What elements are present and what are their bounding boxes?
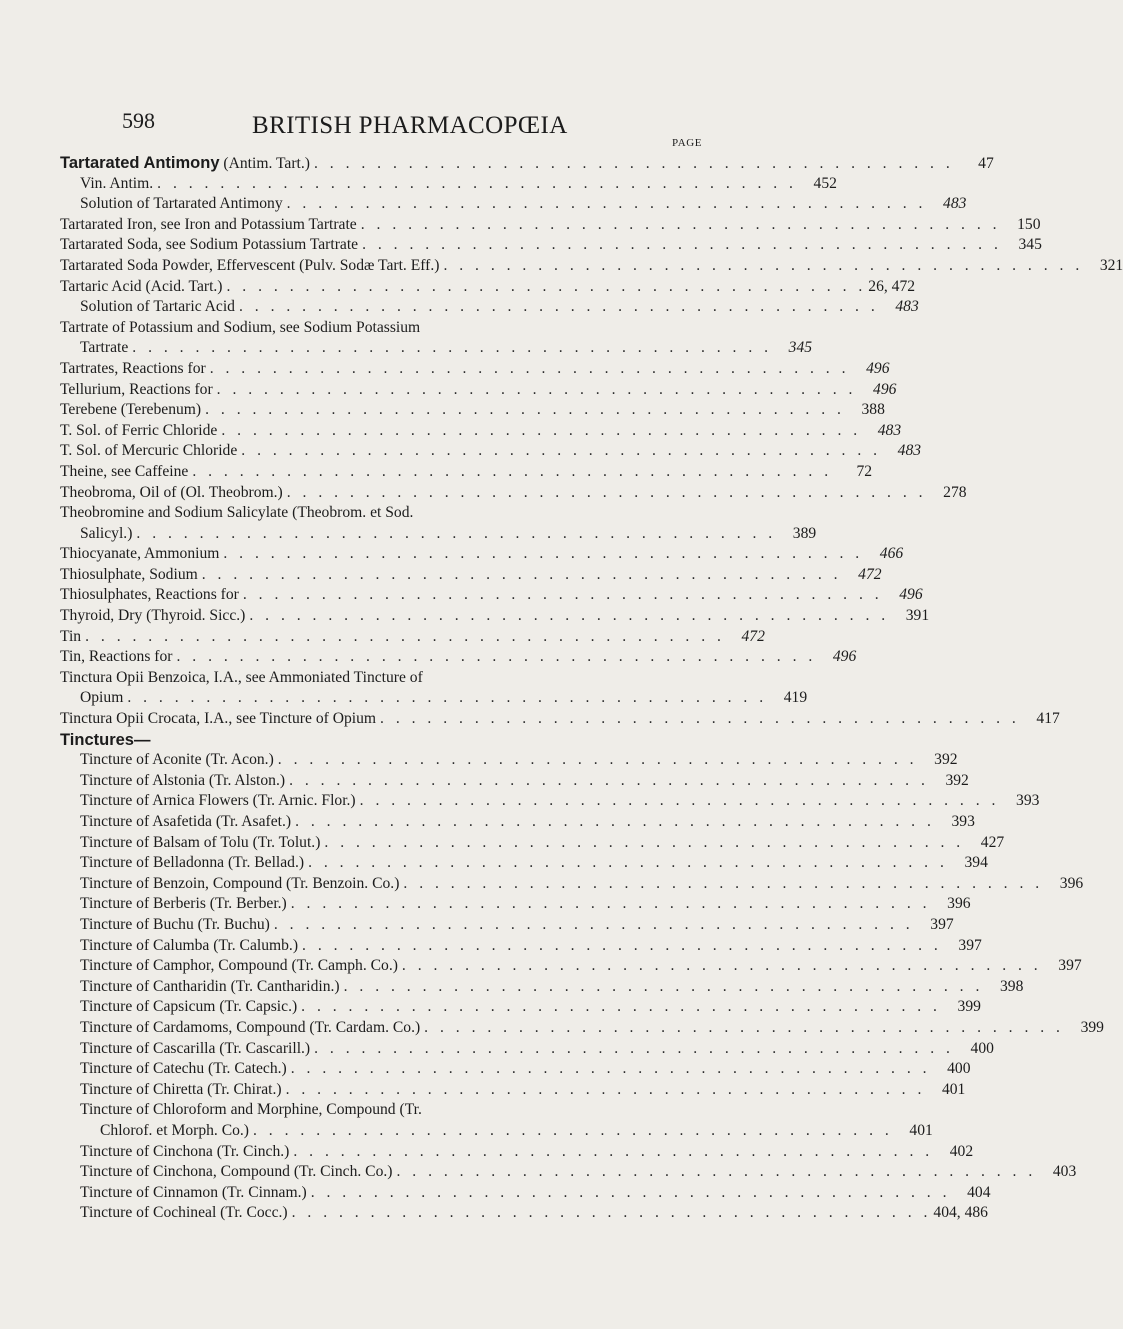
dot-leader: . . . . . . . . . . . . . . . . . . . . . . . . . . . . . . . . . . . . . . . . . <box>308 854 948 872</box>
index-entry-text: Thiosulphate, Sodium <box>60 565 198 583</box>
index-entry-lead: Tartarated Antimony <box>60 154 220 172</box>
dot-leader: . . . . . . . . . . . . . . . . . . . . . . . . . . . . . . . . . . . . . . . . . <box>301 998 941 1016</box>
dot-leader: . . . . . . . . . . . . . . . . . . . . . . . . . . . . . . . . . . . . . . . . . <box>362 236 1002 254</box>
index-entry-text: Tincture of Cascarilla (Tr. Cascarill.) <box>80 1039 311 1057</box>
index-entry-page: 397 <box>1058 957 1082 975</box>
index-entry-page: 483 <box>877 421 902 439</box>
index-entry-page: 392 <box>945 771 969 789</box>
page-column-label: PAGE <box>672 137 703 149</box>
index-entry <box>60 997 981 1018</box>
index-entry-text: Theine, see Caffeine <box>60 462 189 480</box>
dot-leader: . . . . . . . . . . . . . . . . . . . . . . . . . . . . . . . . . . . . . . . . . <box>127 689 768 707</box>
index-entry-text: Solution of Tartaric Acid <box>80 298 235 316</box>
index-entry <box>60 277 916 298</box>
index-entry-text: Tartarated Soda, see Sodium Potassium Tartrate <box>60 236 359 254</box>
index-entry-text: Solution of Tartarated Antimony <box>80 195 283 213</box>
index-entry <box>60 153 994 174</box>
index-entry <box>60 544 904 565</box>
dot-leader: . . . . . . . . . . . . . . . . . . . . . . . . . . . . . . . . . . . . . . . . . <box>132 339 773 357</box>
dot-leader: . . . . . . . . . . . . . . . . . . . . . . . . . . . . . . . . . . . . . . . . . <box>403 874 1044 892</box>
index-entry <box>60 606 930 627</box>
index-entry-page: 397 <box>958 936 982 954</box>
index-entry-page: 392 <box>934 751 958 769</box>
index-entry <box>60 833 1005 854</box>
dot-leader: . . . . . . . . . . . . . . . . . . . . . . . . . . . . . . . . . . . . . . . . . <box>201 565 842 583</box>
index-entry-page: 400 <box>970 1039 994 1057</box>
index-entry <box>60 565 882 586</box>
index-entry <box>60 359 890 380</box>
index-entry-text: Tincture of Cinchona (Tr. Cinch.) <box>80 1142 290 1160</box>
dot-leader: . . . . . . . . . . . . . . . . . . . . . . . . . . . . . . . . . . . . . . . . . <box>290 1060 931 1078</box>
index-entry-text: T. Sol. of Mercuric Chloride <box>60 442 238 460</box>
index-entry-page: 404 <box>967 1183 991 1201</box>
dot-leader: . . . . . . . . . . . . . . . . . . . . . . . . . . . . . . . . . . . . . . . . . <box>324 833 965 851</box>
index-entry-page: 483 <box>943 195 967 213</box>
index-entry-page: 483 <box>897 442 922 460</box>
index-entry-text: Chlorof. et Morph. Co.) <box>100 1121 249 1139</box>
index-entry-page: 483 <box>895 298 919 316</box>
index-entry <box>60 1039 994 1060</box>
dot-leader: . . . . . . . . . . . . . . . . . . . . . . . . . . . . . . . . . . . . . . . . . <box>343 977 984 995</box>
dot-leader: . . . . . . . . . . . . . . . . . . . . . . . . . . . . . . . . . . . . . . . . . <box>85 627 725 645</box>
index-entry <box>60 194 967 215</box>
index-entry <box>60 524 817 545</box>
index-entry <box>60 338 813 359</box>
index-list <box>60 153 1123 1224</box>
dot-leader: . . . . . . . . . . . . . . . . . . . . . . . . . . . . . . . . . . . . . . . . . <box>359 792 1000 810</box>
index-entry <box>60 853 988 874</box>
index-entry-text: Thyroid, Dry (Thyroid. Sicc.) <box>60 607 246 625</box>
index-entry <box>60 1059 971 1080</box>
index-entry-page: 389 <box>792 524 817 542</box>
index-entry <box>60 1162 1077 1183</box>
index-entry-page: 496 <box>873 380 897 398</box>
index-entry <box>60 585 923 606</box>
index-entry-page: 397 <box>930 915 954 933</box>
index-entry-text: Theobromine and Sodium Salicylate (Theobrom. et Sod. <box>60 504 414 522</box>
index-entry <box>60 297 919 318</box>
index-entry-page: 427 <box>980 833 1005 851</box>
index-entry-text: Tincture of Benzoin, Compound (Tr. Benzoin. Co.) <box>80 874 400 892</box>
index-entry-page: 388 <box>861 401 885 419</box>
index-entry <box>60 483 967 504</box>
index-entry-text: Tincture of Chloroform and Morphine, Compound (Tr. <box>80 1101 422 1119</box>
dot-leader: . . . . . . . . . . . . . . . . . . . . . . . . . . . . . . . . . . . . . . . . . <box>209 359 850 377</box>
dot-leader: . . . . . . . . . . . . . . . . . . . . . . . . . . . . . . . . . . . . . . . . . <box>302 936 942 954</box>
index-entry-text: Tartrate of Potassium and Sodium, see Sodium Potassium <box>60 318 421 336</box>
dot-leader: . . . . . . . . . . . . . . . . . . . . . . . . . . . . . . . . . . . . . . . . . <box>221 421 862 439</box>
dot-leader: . . . . . . . . . . . . . . . . . . . . . . . . . . . . . . . . . . . . . . . . . <box>253 1121 893 1139</box>
index-entry-text: Thiocyanate, Ammonium <box>60 545 220 563</box>
dot-leader: . . . . . . . . . . . . . . . . . . . . . . . . . . . . . . . . . . . . . . . . . <box>291 1204 932 1222</box>
dot-leader: . . . . . . . . . . . . . . . . . . . . . . . . . . . . . . . . . . . . . . . . . <box>241 442 882 460</box>
index-entry <box>60 791 1040 812</box>
index-entry-page: 150 <box>1017 215 1041 233</box>
index-entry-text: Tin <box>60 627 82 645</box>
index-entry <box>60 956 1082 977</box>
index-entry-page: 404, 486 <box>933 1204 988 1222</box>
index-entry <box>60 215 1041 236</box>
running-head: BRITISH PHARMACOPŒIA <box>252 112 568 139</box>
index-entry <box>60 1142 974 1163</box>
dot-leader: . . . . . . . . . . . . . . . . . . . . . . . . . . . . . . . . . . . . . . . . . <box>192 462 833 480</box>
index-entry <box>60 894 971 915</box>
index-entry-page: 496 <box>866 359 890 377</box>
index-entry <box>60 668 700 689</box>
index-entry-text: Terebene (Terebenum) <box>60 401 202 419</box>
index-entry-page: 472 <box>741 627 765 645</box>
index-entry <box>60 915 954 936</box>
index-entry-page: 391 <box>905 607 930 625</box>
index-entry <box>60 627 765 648</box>
index-entry <box>60 462 873 483</box>
dot-leader: . . . . . . . . . . . . . . . . . . . . . . . . . . . . . . . . . . . . . . . . . <box>226 277 867 295</box>
index-entry <box>60 1121 933 1142</box>
index-entry-page: 399 <box>957 998 981 1016</box>
index-entry-page: 345 <box>1018 236 1042 254</box>
page-number: 598 <box>122 108 155 133</box>
dot-leader: . . . . . . . . . . . . . . . . . . . . . . . . . . . . . . . . . . . . . . . . . <box>277 751 918 769</box>
index-entry-page: 466 <box>879 545 904 563</box>
index-entry <box>60 812 975 833</box>
index-entry-text: Tincture of Aconite (Tr. Acon.) <box>80 751 274 769</box>
dot-leader: . . . . . . . . . . . . . . . . . . . . . . . . . . . . . . . . . . . . . . . . . <box>443 256 1084 274</box>
index-entry-text: Tartrates, Reactions for <box>60 359 206 377</box>
index-entry-text: Tincture of Asafetida (Tr. Asafet.) <box>80 813 292 830</box>
dot-leader: . . . . . . . . . . . . . . . . . . . . . . . . . . . . . . . . . . . . . . . . . <box>401 957 1042 975</box>
dot-leader: . . . . . . . . . . . . . . . . . . . . . . . . . . . . . . . . . . . . . . . . . <box>242 586 883 604</box>
dot-leader: . . . . . . . . . . . . . . . . . . . . . . . . . . . . . . . . . . . . . . . . . <box>295 813 935 830</box>
dot-leader: . . . . . . . . . . . . . . . . . . . . . . . . . . . . . . . . . . . . . . . . . <box>205 401 845 419</box>
index-entry-page: 496 <box>899 586 923 604</box>
index-entry <box>60 936 982 957</box>
index-entry-text: Tinctures— <box>60 730 151 749</box>
index-entry <box>60 874 1084 895</box>
dot-leader: . . . . . . . . . . . . . . . . . . . . . . . . . . . . . . . . . . . . . . . . . <box>216 380 857 398</box>
index-entry-text: Tincture of Belladonna (Tr. Bellad.) <box>80 854 305 872</box>
index-entry-page: 403 <box>1052 1163 1077 1181</box>
index-entry <box>60 1183 991 1204</box>
dot-leader: . . . . . . . . . . . . . . . . . . . . . . . . . . . . . . . . . . . . . . . . . <box>360 215 1001 233</box>
index-entry-page: 452 <box>813 174 837 192</box>
index-entry-text: Tincture of Cardamoms, Compound (Tr. Cardam. Co.) <box>80 1018 421 1036</box>
index-entry-text: Tincture of Arnica Flowers (Tr. Arnic. Flor.) <box>80 792 356 810</box>
index-entry <box>60 771 969 792</box>
dot-leader: . . . . . . . . . . . . . . . . . . . . . . . . . . . . . . . . . . . . . . . . . <box>310 1183 951 1201</box>
index-entry-page: 72 <box>856 462 873 480</box>
dot-leader: . . . . . . . . . . . . . . . . . . . . . . . . . . . . . . . . . . . . . . . . . <box>136 524 777 542</box>
index-entry-text: Tellurium, Reactions for <box>60 380 213 398</box>
dot-leader: . . . . . . . . . . . . . . . . . . . . . . . . . . . . . . . . . . . . . . . . . <box>313 155 954 172</box>
index-entry-text: T. Sol. of Ferric Chloride <box>60 421 218 439</box>
index-entry-text: Theobroma, Oil of (Ol. Theobrom.) <box>60 483 283 501</box>
index-entry-text: Tincture of Alstonia (Tr. Alston.) <box>80 771 286 789</box>
index-entry <box>60 318 700 339</box>
index-entry-text: Tincture of Capsicum (Tr. Capsic.) <box>80 998 298 1016</box>
index-entry-text: Tincture of Chiretta (Tr. Chirat.) <box>80 1080 282 1098</box>
index-entry-text: Tinctura Opii Benzoica, I.A., see Ammoniated Tincture of <box>60 668 423 686</box>
dot-leader: . . . . . . . . . . . . . . . . . . . . . . . . . . . . . . . . . . . . . . . . . <box>289 771 929 789</box>
index-entry-page: 26, 472 <box>868 277 916 295</box>
index-entry <box>60 1203 988 1224</box>
index-entry-page: 393 <box>951 813 975 830</box>
index-entry-page: 345 <box>788 339 813 357</box>
dot-leader: . . . . . . . . . . . . . . . . . . . . . . . . . . . . . . . . . . . . . . . . . <box>249 607 890 625</box>
dot-leader: . . . . . . . . . . . . . . . . . . . . . . . . . . . . . . . . . . . . . . . . . <box>286 195 927 213</box>
index-entry-page: 417 <box>1036 710 1060 728</box>
index-entry-page: 393 <box>1016 792 1040 810</box>
index-entry <box>60 235 1042 256</box>
dot-leader: . . . . . . . . . . . . . . . . . . . . . . . . . . . . . . . . . . . . . . . . . <box>424 1018 1064 1036</box>
index-entry-page: 396 <box>1059 874 1084 892</box>
dot-leader: . . . . . . . . . . . . . . . . . . . . . . . . . . . . . . . . . . . . . . . . . <box>273 915 914 933</box>
index-entry <box>60 256 1123 277</box>
index-entry-text: Tincture of Cantharidin (Tr. Cantharidin.) <box>80 977 340 995</box>
index-entry-text: Tincture of Cinnamon (Tr. Cinnam.) <box>80 1183 307 1201</box>
index-entry <box>60 647 857 668</box>
index-entry-text: Tinctura Opii Crocata, I.A., see Tincture of Opium <box>60 710 377 728</box>
dot-leader: . . . . . . . . . . . . . . . . . . . . . . . . . . . . . . . . . . . . . . . . . <box>286 483 927 501</box>
index-heading <box>60 730 700 751</box>
index-entry-text: Salicyl.) <box>80 524 133 542</box>
index-entry-page: 400 <box>947 1060 971 1078</box>
index-entry <box>60 441 922 462</box>
index-entry-page: 398 <box>999 977 1024 995</box>
index-entry-page: 321 <box>1099 256 1123 274</box>
index-entry-text: Tartrate <box>80 339 129 357</box>
index-entry-text: Tincture of Catechu (Tr. Catech.) <box>80 1060 287 1078</box>
index-entry-page: 402 <box>949 1142 974 1160</box>
index-entry <box>60 421 902 442</box>
index-entry-page: 399 <box>1080 1018 1104 1036</box>
dot-leader: . . . . . . . . . . . . . . . . . . . . . . . . . . . . . . . . . . . . . . . . . <box>293 1142 934 1160</box>
index-entry <box>60 174 837 195</box>
index-entry-page: 396 <box>947 895 971 913</box>
index-entry <box>60 709 1060 730</box>
index-entry-rest: (Antim. Tart.) <box>219 155 310 172</box>
index-entry-text: Tartarated Iron, see Iron and Potassium Tartrate <box>60 215 357 233</box>
index-entry-text: Tincture of Camphor, Compound (Tr. Camph. Co.) <box>80 957 398 975</box>
index-entry <box>60 1100 700 1121</box>
dot-leader: . . . . . . . . . . . . . . . . . . . . . . . . . . . . . . . . . . . . . . . . . <box>396 1163 1037 1181</box>
index-entry <box>60 688 808 709</box>
index-entry-page: 47 <box>978 155 994 172</box>
index-entry-text: Tincture of Berberis (Tr. Berber.) <box>80 895 287 913</box>
dot-leader: . . . . . . . . . . . . . . . . . . . . . . . . . . . . . . . . . . . . . . . . . <box>176 648 817 666</box>
index-entry <box>60 977 1024 998</box>
index-entry <box>60 750 958 771</box>
index-entry <box>60 1080 966 1101</box>
index-entry-page: 401 <box>909 1121 933 1139</box>
index-entry-page: 401 <box>941 1080 966 1098</box>
index-entry-text: Tincture of Calumba (Tr. Calumb.) <box>80 936 299 954</box>
index-entry-page: 472 <box>858 565 882 583</box>
index-entry-text: Tartaric Acid (Acid. Tart.) <box>60 277 223 295</box>
dot-leader: . . . . . . . . . . . . . . . . . . . . . . . . . . . . . . . . . . . . . . . . . <box>314 1039 954 1057</box>
dot-leader: . . . . . . . . . . . . . . . . . . . . . . . . . . . . . . . . . . . . . . . . . <box>223 545 864 563</box>
index-entry-text: Tincture of Balsam of Tolu (Tr. Tolut.) <box>80 833 321 851</box>
index-entry <box>60 380 897 401</box>
index-entry-text: Tartarated Soda Powder, Effervescent (Pulv. Sodæ Tart. Eff.) <box>60 256 440 274</box>
dot-leader: . . . . . . . . . . . . . . . . . . . . . . . . . . . . . . . . . . . . . . . . . <box>285 1080 926 1098</box>
index-entry <box>60 1018 1104 1039</box>
index-entry <box>60 503 700 524</box>
index-entry-text: Tin, Reactions for <box>60 648 173 666</box>
index-entry-text <box>60 153 310 175</box>
index-entry-text: Tincture of Buchu (Tr. Buchu) <box>80 915 270 933</box>
index-entry-text: Opium <box>80 689 124 707</box>
dot-leader: . . . . . . . . . . . . . . . . . . . . . . . . . . . . . . . . . . . . . . . . . <box>238 298 879 316</box>
index-entry-page: 394 <box>964 854 988 872</box>
dot-leader: . . . . . . . . . . . . . . . . . . . . . . . . . . . . . . . . . . . . . . . . . <box>157 174 797 192</box>
index-entry-page: 419 <box>783 689 808 707</box>
index-entry-text: Tincture of Cinchona, Compound (Tr. Cinch. Co.) <box>80 1163 393 1181</box>
index-entry-text: Tincture of Cochineal (Tr. Cocc.) <box>80 1204 288 1222</box>
index-entry <box>60 400 885 421</box>
index-entry-text: Thiosulphates, Reactions for <box>60 586 239 604</box>
index-entry-page: 496 <box>832 648 857 666</box>
dot-leader: . . . . . . . . . . . . . . . . . . . . . . . . . . . . . . . . . . . . . . . . . <box>290 895 931 913</box>
index-entry-text: Vin. Antim. <box>80 174 154 192</box>
dot-leader: . . . . . . . . . . . . . . . . . . . . . . . . . . . . . . . . . . . . . . . . . <box>380 710 1020 728</box>
index-entry-page: 278 <box>943 483 967 501</box>
